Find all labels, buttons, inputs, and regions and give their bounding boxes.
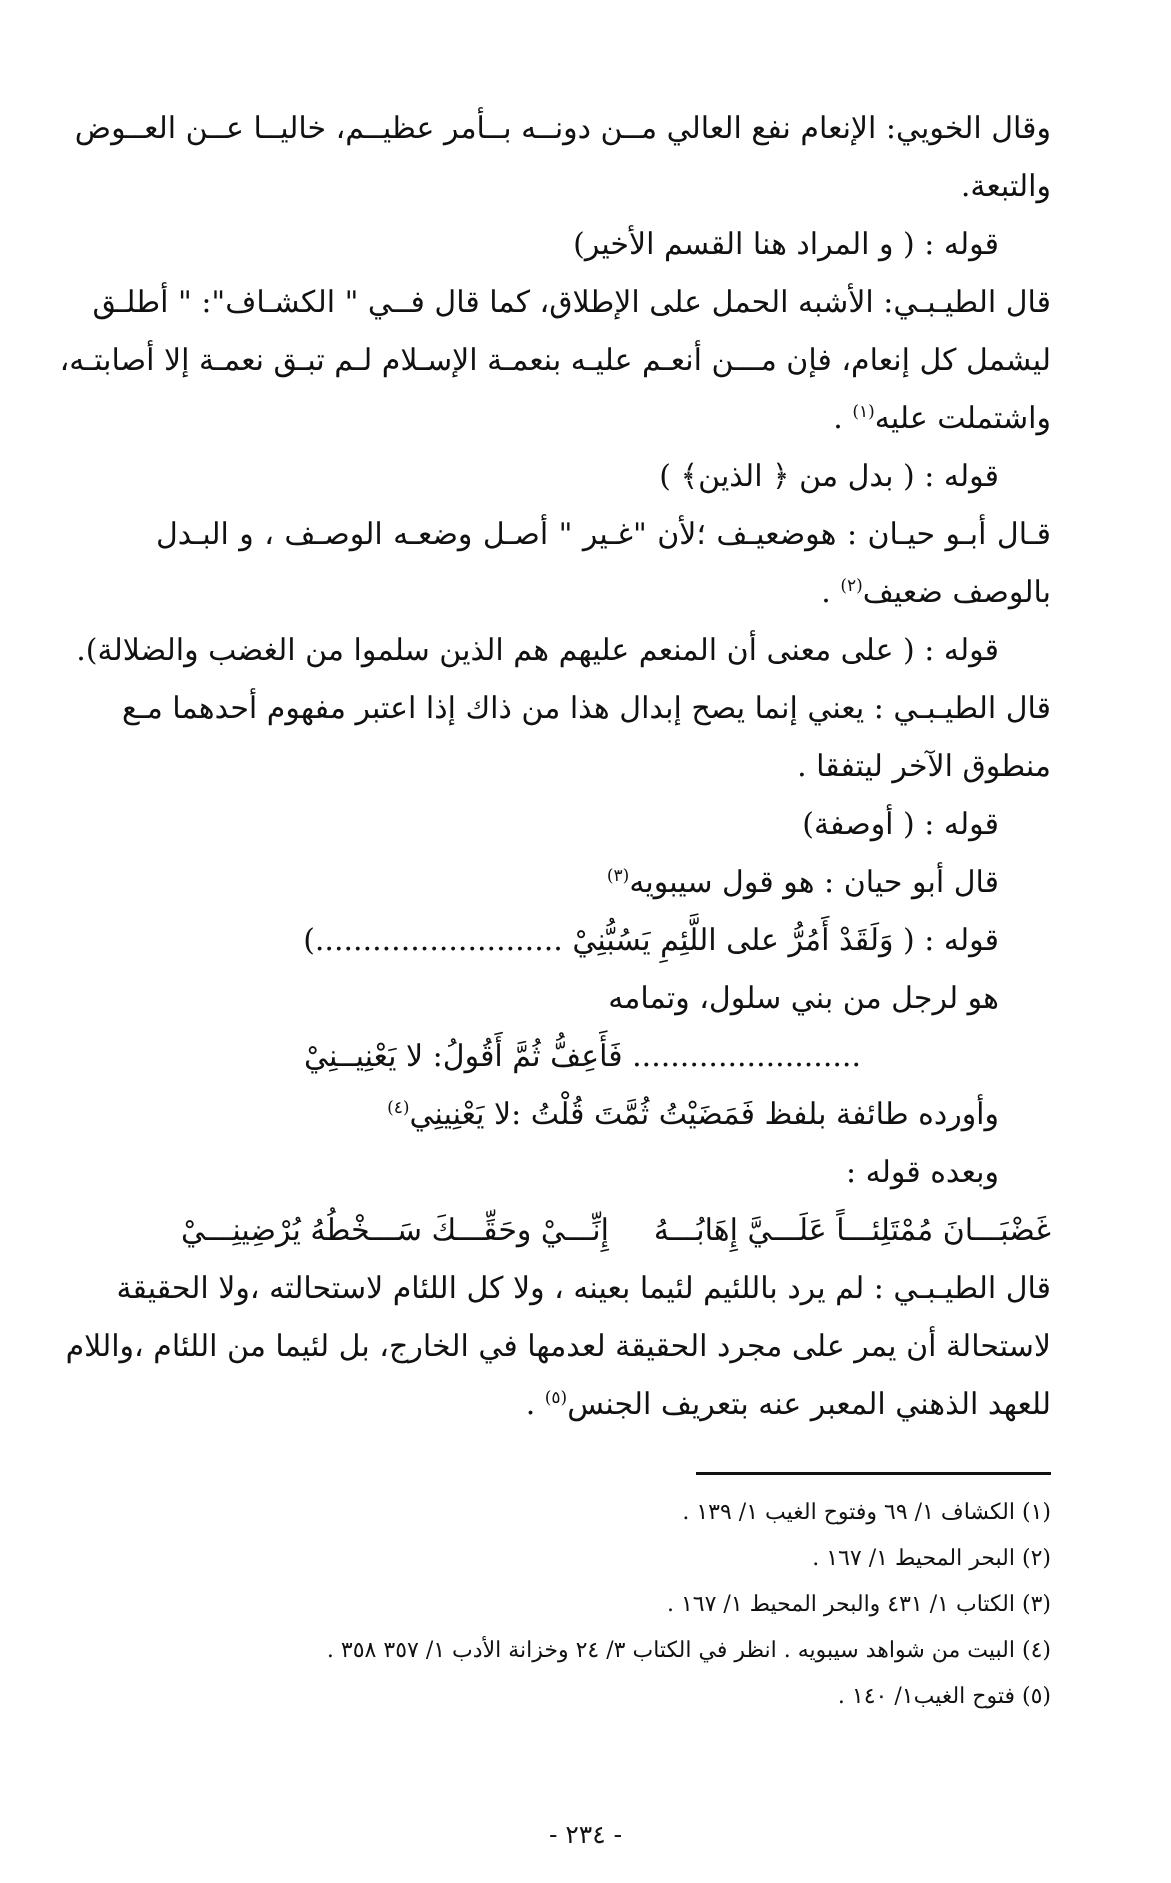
verse-second-hemistich: إِنِّـــيْ وحَقِّـــكَ سَـــخْطُهُ يُرْضِينِـــيْ bbox=[181, 1213, 609, 1248]
paragraph-line: وقال الخويي: الإنعام نفع العالي مــن دونــه بــأمر عظيــم، خاليــا عــن العــوض bbox=[74, 111, 1051, 146]
footnote-marker: (٥) bbox=[544, 1388, 568, 1408]
verse-first-hemistich: غَضْبَـــانَ مُمْتَلِئـــاً عَلَـــيَّ إِهَابُـــهُ bbox=[653, 1213, 1051, 1248]
text-run: للعهد الذهني المعبر عنه بتعريف الجنس bbox=[567, 1387, 1051, 1422]
paragraph-line: وبعده قوله : bbox=[845, 1155, 999, 1190]
verse-line: ........................ فَأَعِفُّ ثُمَّ أَقُولُ: لا يَعْنِيــنِيْ bbox=[303, 1039, 861, 1074]
paragraph-line: ليشمل كل إنعام، فإن مـــن أنعـم عليـه بنعمـة الإسـلام لـم تبـق نعمـة إلا أصابتـه، bbox=[59, 343, 1051, 378]
paragraph-line: قـال أبـو حيـان : هوضعيـف ؛لأن "غـير " أصـل وضعـه الوصـف ، و البـدل bbox=[156, 517, 1051, 552]
text-run: . bbox=[821, 575, 841, 610]
footnote-marker: (٤) bbox=[387, 1098, 410, 1118]
footnote-item: (٥) فتوح الغيب١/ ١٤٠ . bbox=[837, 1684, 1051, 1709]
paragraph-line bbox=[156, 854, 1051, 912]
main-text bbox=[59, 100, 1051, 1434]
paragraph-line: قال الطيـبـي : يعني إنما يصح إبدال هذا من ذاك إذا اعتبر مفهوم أحدهما مـع bbox=[121, 691, 1051, 726]
text-run: قال أبو حيان : هو قول سيبويه bbox=[629, 865, 999, 900]
footnote-marker: (٣) bbox=[606, 866, 630, 886]
paragraph-line: لاستحالة أن يمر على مجرد الحقيقة لعدمها في الخارج، بل لئيما من اللئام ،واللام bbox=[65, 1329, 1051, 1364]
text-run: واشتملت عليه bbox=[874, 401, 1051, 436]
quote-heading: قوله : ( على معنى أن المنعم عليهم هم الذين سلموا من الغضب والضلالة). bbox=[76, 633, 999, 668]
text-run: بالوصف ضعيف bbox=[862, 575, 1051, 610]
paragraph-line bbox=[156, 564, 1051, 622]
footnote-separator bbox=[696, 1472, 1051, 1475]
paragraph-line bbox=[156, 1376, 1051, 1434]
footnote-marker: (١) bbox=[852, 402, 875, 422]
paragraph-line: قال الطيـبـي: الأشبه الحمل على الإطلاق، كما قال فــي " الكشـاف": " أطلـق bbox=[92, 285, 1051, 320]
footnote-item: (١) الكشاف ١/ ٦٩ وفتوح الغيب ١/ ١٣٩ . bbox=[682, 1500, 1051, 1525]
footnote-item: (٤) البيت من شواهد سيبويه . انظر في الكتاب ٣/ ٢٤ وخزانة الأدب ١/ ٣٥٧ ٣٥٨ . bbox=[326, 1638, 1051, 1663]
paragraph-line: هو لرجل من بني سلول، وتمامه bbox=[608, 981, 999, 1016]
footnote-item: (٣) الكتاب ١/ ٤٣١ والبحر المحيط ١/ ١٦٧ . bbox=[666, 1592, 1051, 1617]
footnote-item: (٢) البحر المحيط ١/ ١٦٧ . bbox=[812, 1546, 1051, 1571]
quote-heading: قوله : ( بدل من ﴿ الذين﴾ ) bbox=[659, 459, 999, 494]
text-run: . bbox=[833, 401, 853, 436]
page-number: - ٢٣٤ - bbox=[548, 1820, 623, 1849]
paragraph-line bbox=[156, 1086, 1051, 1144]
quote-heading: قوله : ( وَلَقَدْ أَمُرُّ على اللَّئِمِ يَسُبُّنِيْ ..........................) bbox=[303, 923, 999, 958]
footnote-marker: (٢) bbox=[840, 576, 863, 596]
paragraph-line: منطوق الآخر ليتفقا . bbox=[797, 749, 1051, 784]
verse-couplet bbox=[156, 1202, 1051, 1260]
quote-heading: قوله : ( و المراد هنا القسم الأخير) bbox=[573, 227, 999, 262]
text-run: وأورده طائفة بلفظ فَمَضَيْتُ ثُمَّتَ قُلْتُ :لا يَعْنِينِي bbox=[409, 1097, 999, 1132]
quote-heading: قوله : ( أوصفة) bbox=[802, 807, 999, 842]
text-run: . bbox=[525, 1387, 545, 1422]
paragraph-line bbox=[156, 390, 1051, 448]
paragraph-line: والتبعة. bbox=[960, 169, 1051, 204]
footnotes bbox=[156, 1490, 1051, 1720]
paragraph-line: قال الطيـبـي : لم يرد باللئيم لئيما بعينه ، ولا كل اللئام لاستحالته ،ولا الحقيقة bbox=[116, 1271, 1051, 1306]
